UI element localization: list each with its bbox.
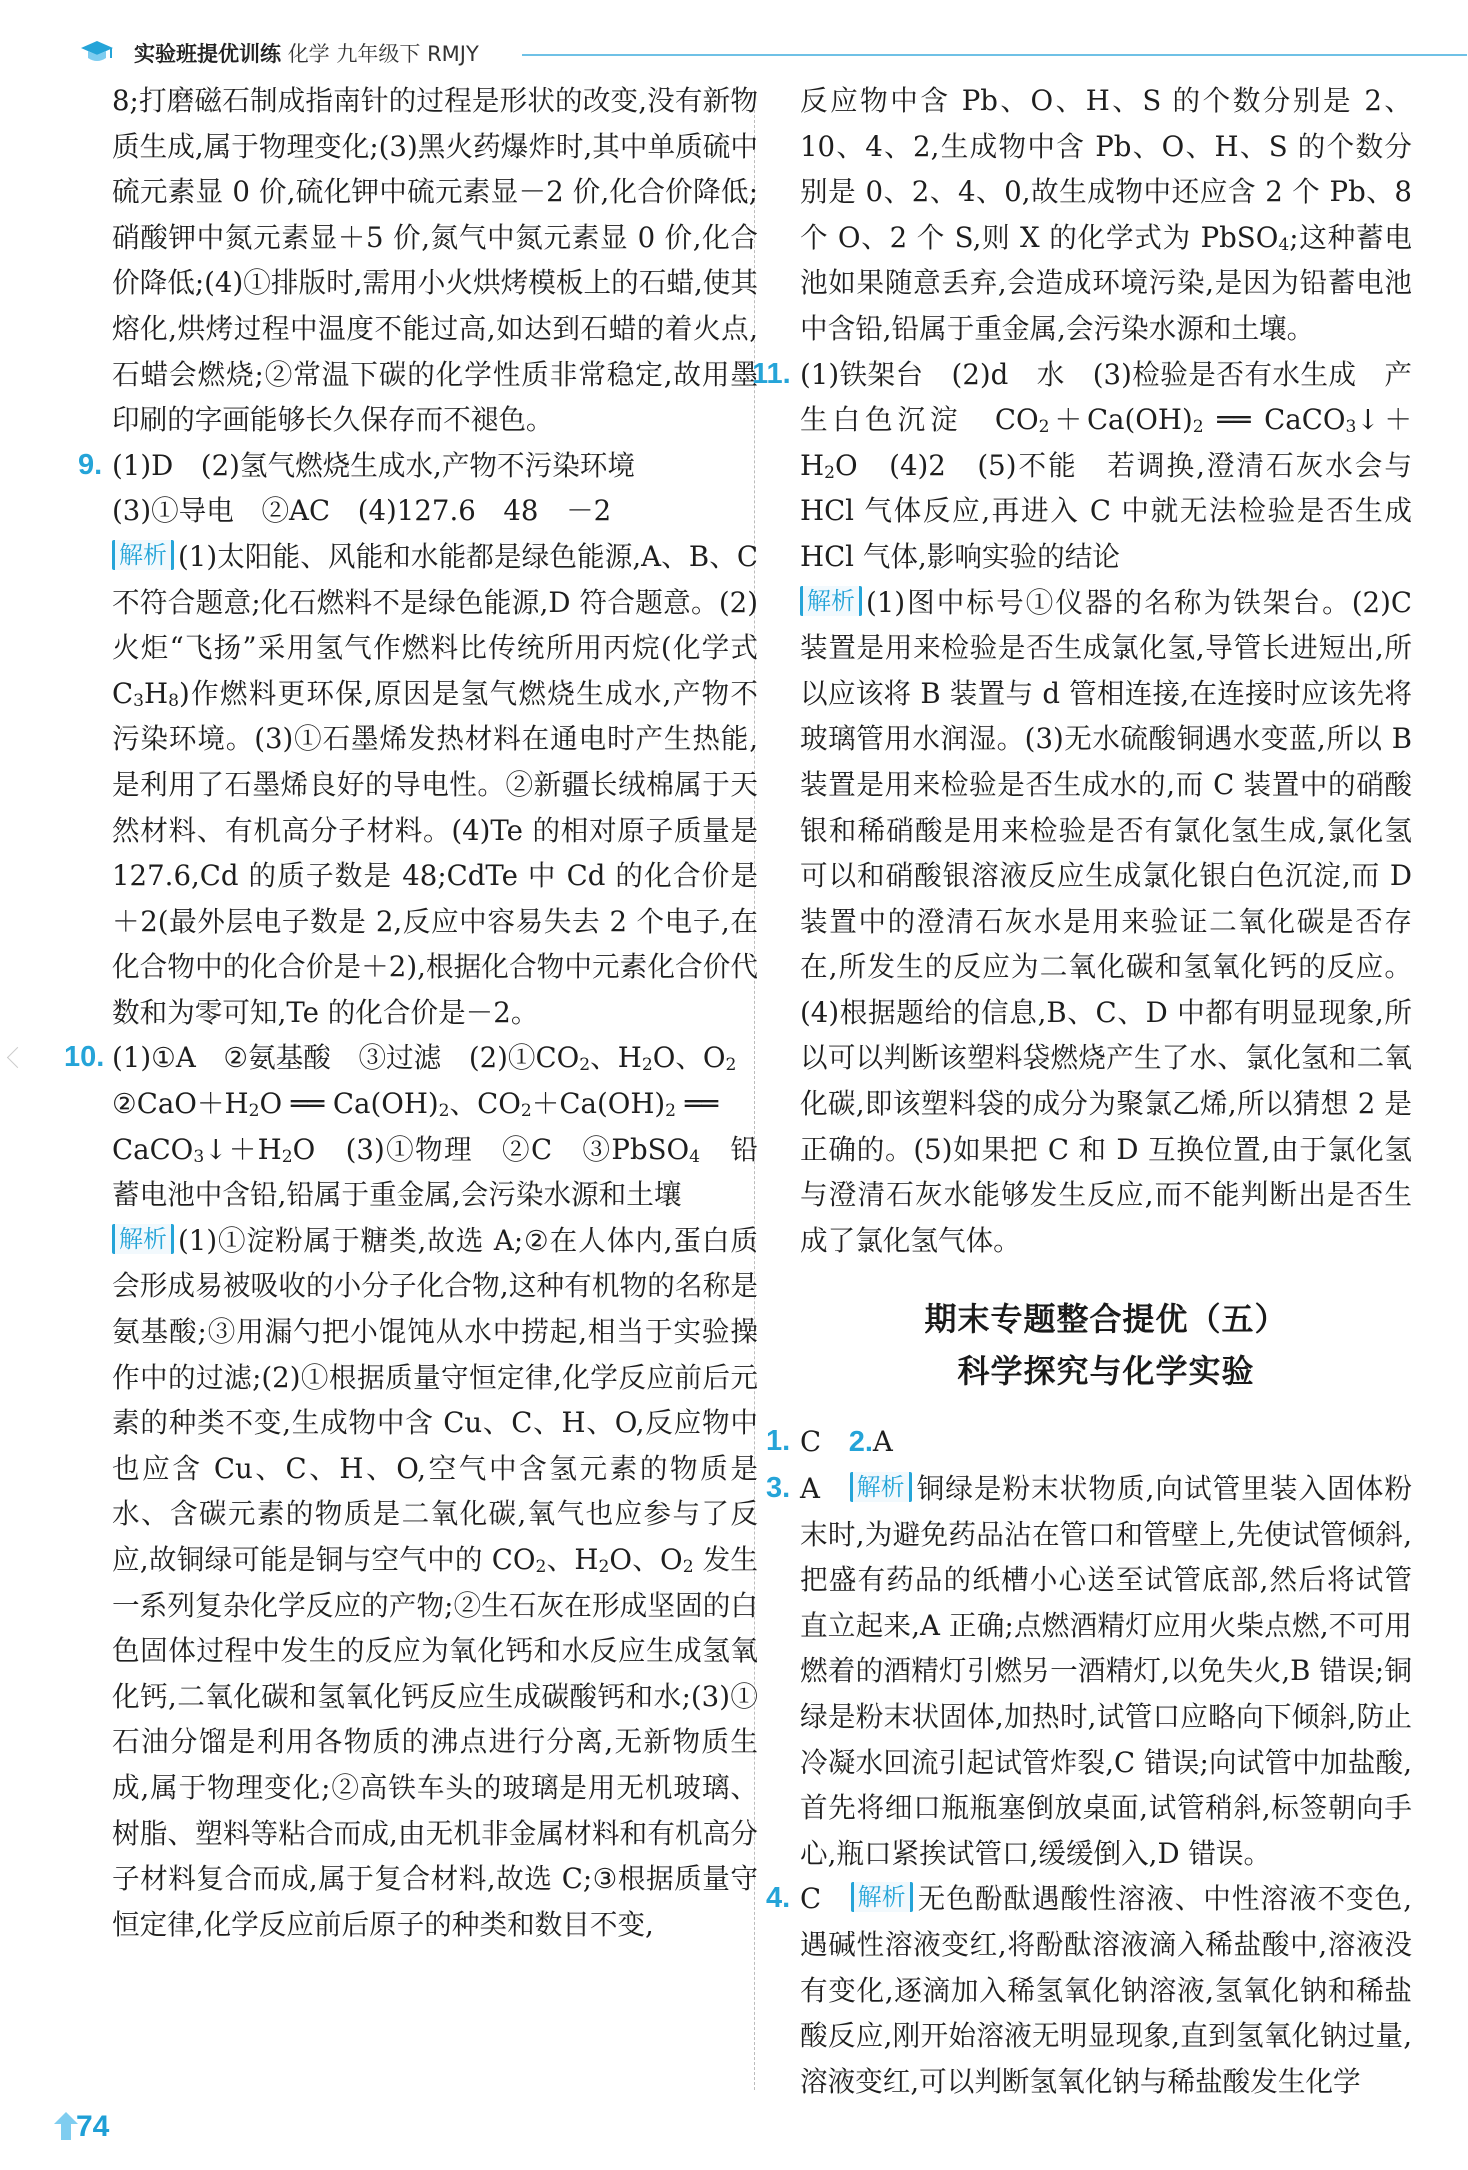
section-title-line-1: 期末专题整合提优（五） <box>924 1300 1288 1339</box>
margin-mark <box>7 1047 28 1068</box>
answer-line: (1)D (2)氢气燃烧生成水,产物不污染环境 <box>112 448 635 482</box>
analysis-tag: 解析 <box>850 1472 912 1502</box>
q3-answer: A <box>800 1472 850 1506</box>
page-header <box>52 30 1424 76</box>
q10-continuation: 反应物中含 Pb、O、H、S 的个数分别是 2、10、4、2,生成物中含 Pb、O、H、S 的个数分别是 0、2、4、0,故生成物中还应含 2 个 Pb、8 个 O、2 个 S,则 X 的化学式为 PbSO$_4$;这种蓄电池如果随意丢弃,会造成环境污染,是因为铅蓄电池中含铅,铅属于重金属,会污染水源和土壤。 <box>800 84 1412 345</box>
series-name: 实验班提优训练 <box>134 42 281 66</box>
book-title <box>134 38 479 68</box>
answer-line: $CaCO_3↓+H_2O$ (3)①物理 ②C ③PbSO$_4$ 铅蓄电池中含铅,铅属于重金属,会污染水源和土壤 <box>112 1132 758 1212</box>
header-rule <box>522 54 1467 56</box>
question-number: 11. <box>752 357 791 390</box>
graduation-cap-icon <box>80 36 114 70</box>
q8-continuation: 8;打磨磁石制成指南针的过程是形状的改变,没有新物质生成,属于物理变化;(3)黑火药爆炸时,其中单质硫中硫元素显 0 价,硫化钾中硫元素显－2 价,化合价降低;硝酸钾中氮元素显＋5 价,氮气中氮元素显 0 价,化合价降低;(4)①排版时,需用小火烘烤模板上的石蜡,使其熔化,烘烤过程中温度不能过高,如达到石蜡的着火点,石蜡会燃烧;②常温下碳的化学性质非常稳定,故用墨印刷的字画能够长久保存而不褪色。 <box>112 84 758 437</box>
q1-answer: C <box>800 1425 849 1459</box>
answer-text: (1)铁架台 (2)d 水 (3)检验是否有水生成 产生白色沉淀 $CO_2+Ca(OH)_2$ ══ $CaCO_3↓+H_2O$ (4)2 (5)不能 若调换,澄清石灰水会与 HCl 气体反应,再进入 C 中就无法检验是否生成 HCl 气体,影响实验的结论 <box>800 357 1412 573</box>
analysis-text: C 解析 无色酚酞遇酸性溶液、中性溶液不变色,遇碱性溶液变红,将酚酞溶液滴入稀盐酸中,溶液没有变化,逐滴加入稀氢氧化钠溶液,氢氧化钠和稀盐酸反应,刚开始溶液无明显现象,直到氢氧化钠过量,溶液变红,可以判断氢氧化钠与稀盐酸发生化学 <box>800 1882 1412 2098</box>
q4-answer: C <box>800 1882 851 1916</box>
question-number: 4. <box>766 1882 791 1915</box>
analysis-text: A 解析 铜绿是粉末状物质,向试管里装入固体粉末时,为避免药品沾在管口和管壁上,先使试管倾斜,把盛有药品的纸槽小心送至试管底部,然后将试管直立起来,A 正确;点燃酒精灯应用火柴点燃,不可用燃着的酒精灯引燃另一酒精灯,以免失火,B 错误;铜绿是粉末状固体,加热时,试管口应略向下倾斜,防止冷凝水回流引起试管炸裂,C 错误;向试管中加盐酸,首先将细口瓶瓶塞倒放桌面,试管稍斜,标签朝向手心,瓶口紧挨试管口,缓缓倒入,D 错误。 <box>800 1472 1412 1870</box>
question-number: 1. <box>766 1425 791 1458</box>
analysis-text: 解析 (1)图中标号①仪器的名称为铁架台。(2)C 装置是用来检验是否生成氯化氢,导管长进短出,所以应该将 B 装置与 d 管相连接,在连接时应该先将玻璃管用水润湿。(3)无水硫酸铜遇水变蓝,所以 B 装置是用来检验是否生成水的,而 C 装置中的硝酸银和稀硝酸是用来检验是否有氯化氢生成,氯化氢可以和硝酸银溶液反应生成氯化银白色沉淀,而 D 装置中的澄清石灰水是用来验证二氧化碳是否存在,所发生的反应为二氧化碳和氢氧化钙的反应。(4)根据题给的信息,B、C、D 中都有明显现象,所以可以判断该塑料袋燃烧产生了水、氯化氢和二氧化碳,即该塑料袋的成分为聚氯乙烯,所以猜想 2 是正确的。(5)如果把 C 和 D 互换位置,由于氯化氢与澄清石灰水能够发生反应,而不能判断出是否生成了氯化氢气体。 <box>800 585 1412 1257</box>
question-number: 3. <box>766 1472 791 1505</box>
left-column <box>64 78 758 1947</box>
page-number-badge <box>52 2104 138 2150</box>
subject: 化学 <box>287 42 330 66</box>
right-column <box>752 78 1412 2104</box>
section-title-line-2: 科学探究与化学实验 <box>957 1352 1255 1391</box>
analysis-text: 解析 (1)太阳能、风能和水能都是绿色能源,A、B、C 不符合题意;化石燃料不是绿色能源,D 符合题意。(2)火炬“飞扬”采用氢气作燃料比传统所用丙烷(化学式 $C_3H_8$)作燃料更环保,原因是氢气燃烧生成水,产物不污染环境。(3)①石墨烯发热材料在通电时产生热能,是利用了石墨烯良好的导电性。②新疆长绒棉属于天然材料、有机高分子材料。(4)Te 的相对原子质量是 127.6,Cd 的质子数是 48;CdTe 中 Cd 的化合价是＋2(最外层电子数是 2,反应中容易失去 2 个电子,在化合物中的化合价是＋2),根据化合物中元素化合价代数和为零可知,Te 的化合价是－2。 <box>112 539 758 1029</box>
question-3 <box>766 1466 1412 1876</box>
question-11 <box>752 352 1412 1264</box>
grade: 九年级下 <box>336 42 421 66</box>
analysis-text: 解析 (1)①淀粉属于糖类,故选 A;②在人体内,蛋白质会形成易被吸收的小分子化合物,这种有机物的名称是氨基酸;③用漏勺把小馄饨从水中捞起,相当于实验操作中的过滤;(2)①根据质量守恒定律,化学反应前后元素的种类不变,生成物中含 Cu、C、H、O,反应物中也应含 Cu、C、H、O,空气中含氢元素的物质是水、含碳元素的物质是二氧化碳,氧气也应参与了反应,故铜绿可能是铜与空气中的 $CO_2$、$H_2O$、$O_2$ 发生一系列复杂化学反应的产物;②生石灰在形成坚固的白色固体过程中发生的反应为氧化钙和水反应生成氢氧化钙,二氧化碳和氢氧化钙反应生成碳酸钙和水;(3)①石油分馏是利用各物质的沸点进行分离,无新物质生成,属于物理变化;②高铁车头的玻璃是用无机玻璃、树脂、塑料等粘合而成,由无机非金属材料和有机高分子材料复合而成,属于复合材料,故选 C;③根据质量守恒定律,化学反应前后原子的种类和数目不变, <box>112 1223 758 1941</box>
questions-1-2 <box>766 1419 1412 1466</box>
analysis-tag: 解析 <box>112 540 174 570</box>
question-9 <box>78 443 758 1036</box>
question-10 <box>64 1035 758 1947</box>
answer-line: $②CaO+H_2O$ ══ $Ca(OH)_2$、$CO_2+Ca(OH)_2$ ══ <box>112 1087 719 1122</box>
answer-line <box>800 1419 1412 1466</box>
question-number: 9. <box>78 448 103 481</box>
answer-line: (1)①A ②氨基酸 ③过滤 $(2)①CO_2$、$H_2O$、$O_2$ <box>112 1041 737 1076</box>
page-number: 74 <box>76 2110 110 2143</box>
answer-line: (3)①导电 ②AC (4)127.6 48 －2 <box>112 494 612 528</box>
q2-answer: A <box>872 1425 893 1459</box>
analysis-tag: 解析 <box>112 1224 174 1254</box>
question-number: 10. <box>64 1041 105 1074</box>
q2-number: 2. <box>848 1426 873 1459</box>
analysis-tag: 解析 <box>851 1882 913 1912</box>
analysis-tag: 解析 <box>800 586 862 616</box>
edition: RMJY <box>427 42 479 66</box>
question-4 <box>766 1876 1412 2104</box>
section-heading <box>800 1293 1412 1397</box>
